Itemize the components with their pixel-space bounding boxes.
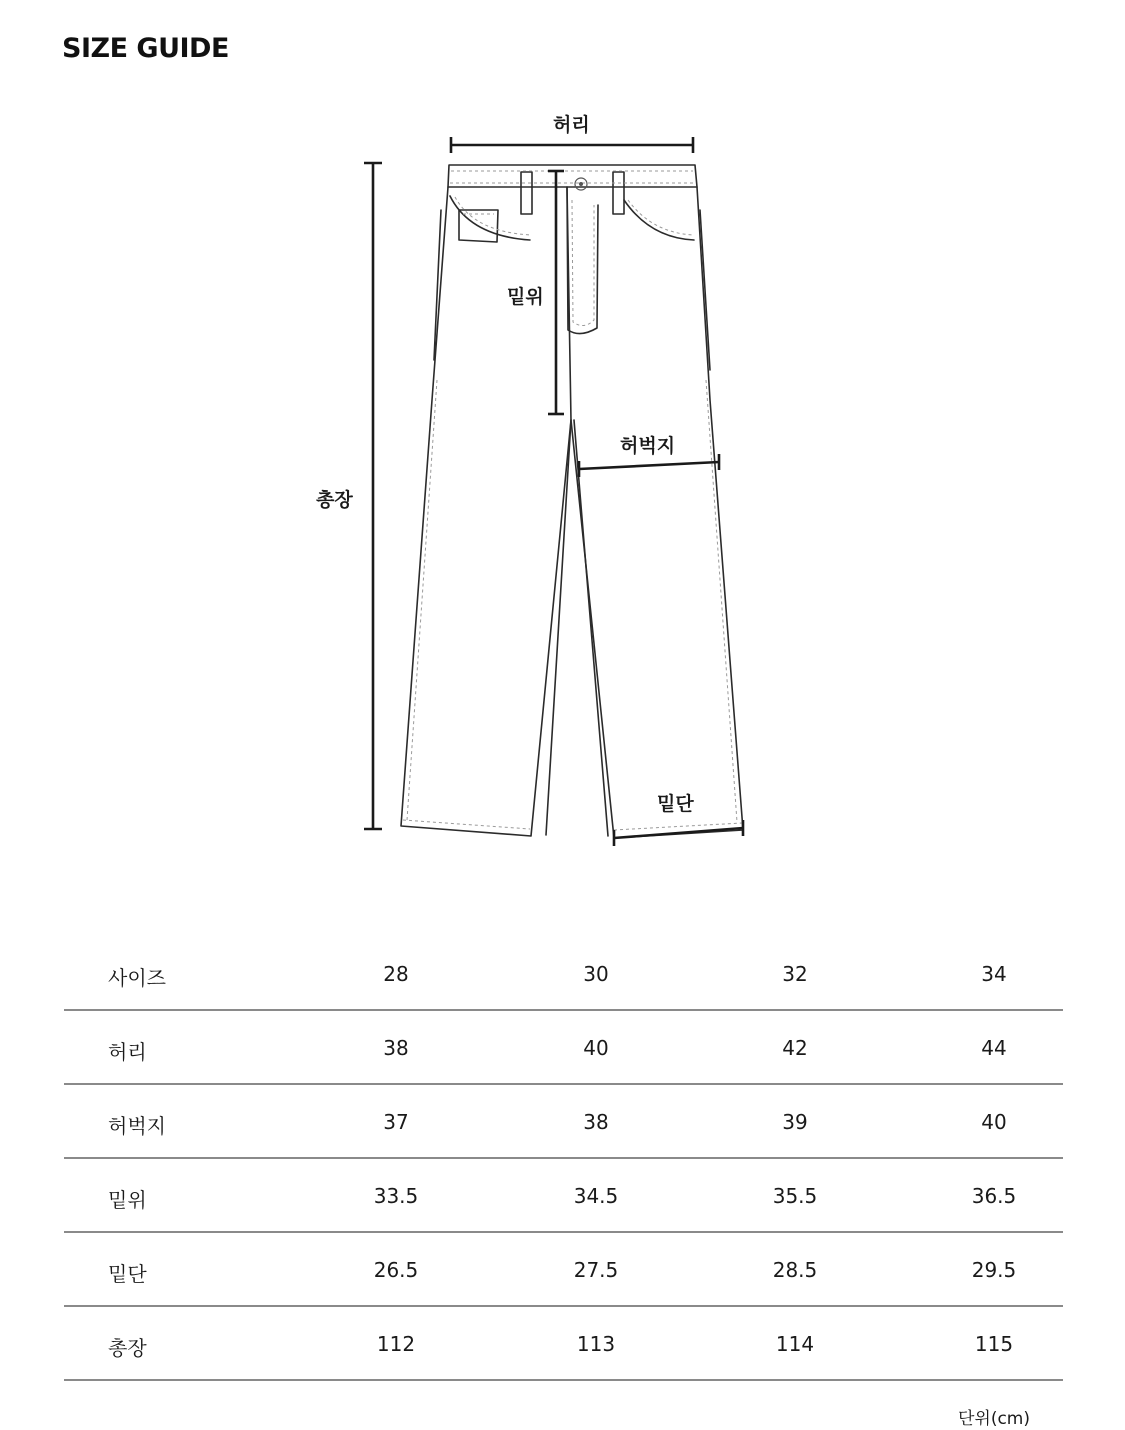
row-label: 총장	[108, 1336, 147, 1360]
outseam-right-stitch	[706, 380, 737, 822]
table-row-waist	[64, 1011, 1063, 1085]
table-row-length	[64, 1307, 1063, 1381]
outseam-left-stitch	[407, 380, 437, 820]
pants-outline	[401, 165, 743, 838]
row-label: 사이즈	[108, 966, 166, 990]
size-table	[64, 937, 1063, 1381]
rise-label: 밑위	[507, 286, 544, 308]
table-cell: 26.5	[373, 1258, 419, 1282]
size-cell: 32	[782, 962, 808, 986]
size-cell: 30	[583, 962, 609, 986]
hem-label: 밑단	[657, 793, 694, 815]
waist-label: 허리	[553, 114, 590, 136]
table-row-rise	[64, 1159, 1063, 1233]
table-cell: 113	[576, 1332, 616, 1356]
table-cell: 38	[383, 1036, 409, 1060]
belt-loop-right	[613, 172, 624, 214]
inseam-left	[546, 420, 571, 835]
table-cell: 40	[583, 1036, 609, 1060]
pocket-left	[450, 196, 530, 240]
table-cell: 34.5	[573, 1184, 619, 1208]
size-cell: 28	[383, 962, 409, 986]
table-cell: 44	[981, 1036, 1007, 1060]
table-cell: 33.5	[373, 1184, 419, 1208]
table-row-hem	[64, 1233, 1063, 1307]
belt-loop-left	[521, 172, 532, 214]
inseam-right	[574, 420, 608, 836]
table-cell: 36.5	[971, 1184, 1017, 1208]
table-cell: 114	[775, 1332, 815, 1356]
page-title: SIZE GUIDE	[62, 33, 229, 64]
table-cell: 28.5	[772, 1258, 818, 1282]
table-cell: 38	[583, 1110, 609, 1134]
row-label: 밑위	[108, 1188, 147, 1212]
table-cell: 29.5	[971, 1258, 1017, 1282]
row-label: 허리	[108, 1040, 147, 1064]
hem-measure-line	[614, 828, 743, 838]
table-header-row	[64, 937, 1063, 1011]
row-label: 허벅지	[108, 1114, 166, 1138]
fly-stitch	[572, 200, 594, 326]
table-cell: 27.5	[573, 1258, 619, 1282]
table-cell: 42	[782, 1036, 808, 1060]
thigh-label: 허벅지	[620, 435, 676, 457]
table-cell: 35.5	[772, 1184, 818, 1208]
table-cell: 115	[974, 1332, 1014, 1356]
table-cell: 112	[376, 1332, 416, 1356]
row-label: 밑단	[108, 1262, 147, 1286]
table-cell: 39	[782, 1110, 808, 1134]
table-row-thigh	[64, 1085, 1063, 1159]
side-seam-right	[700, 210, 710, 370]
total-length-label: 총장	[316, 489, 353, 511]
thigh-measure-line	[579, 462, 719, 469]
pocket-left-stitch	[455, 197, 531, 235]
table-cell: 37	[383, 1110, 409, 1134]
size-cell: 34	[981, 962, 1007, 986]
unit-note: 단위(cm)	[957, 1409, 1030, 1429]
table-cell: 40	[981, 1110, 1007, 1134]
